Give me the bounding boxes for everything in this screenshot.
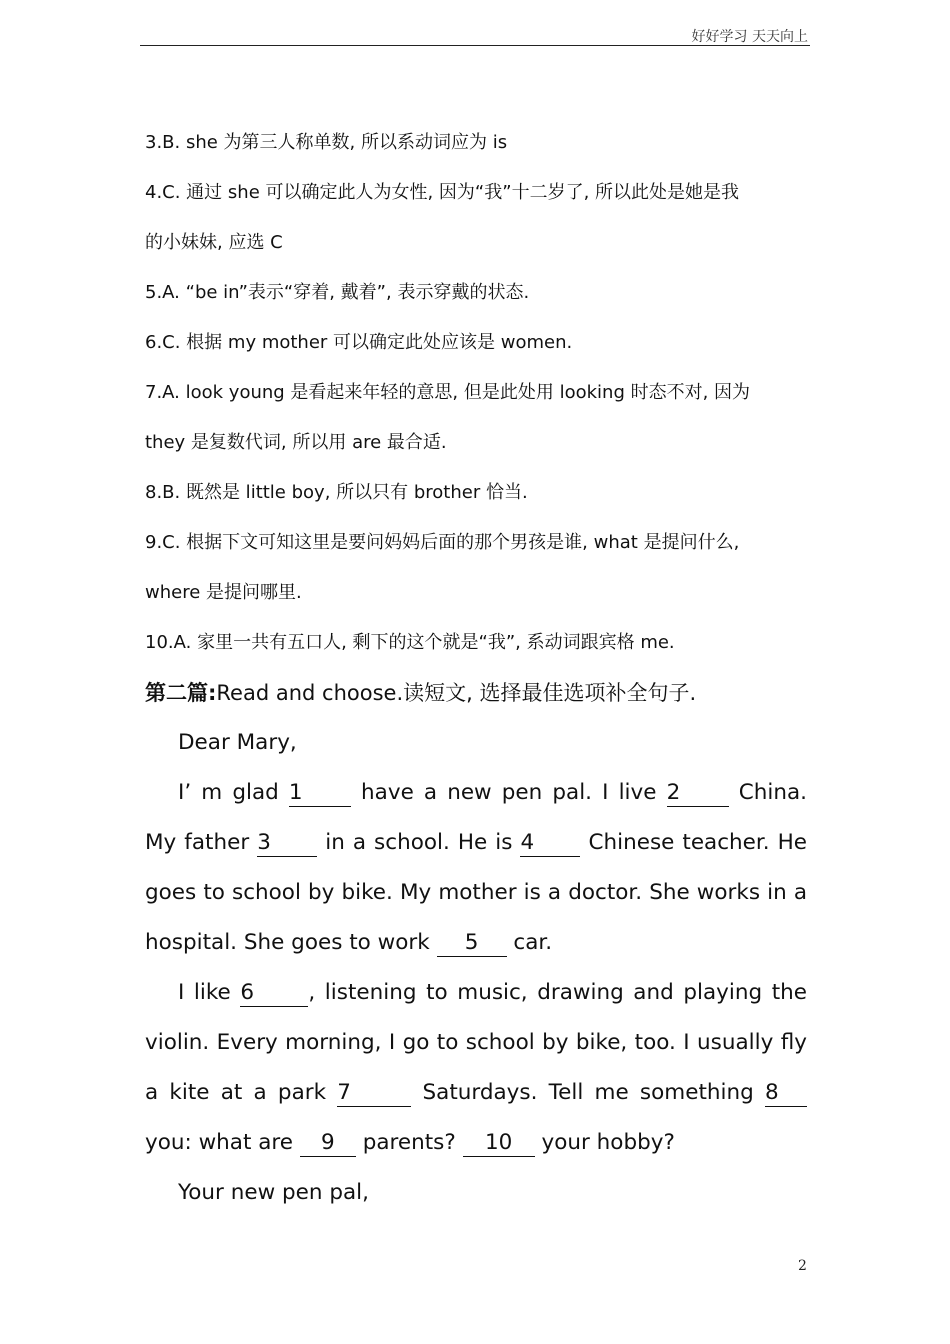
letter-text: parents? [362, 1130, 456, 1155]
blank-2: 2 [667, 782, 729, 807]
blank-6: 6 [240, 982, 308, 1007]
explanation-line: 9.C. 根据下文可知这里是要问妈妈后面的那个男孩是谁, what 是提问什么, [145, 532, 740, 553]
section-title: Read and choose.读短文, 选择最佳选项补全句子. [216, 681, 697, 705]
explanation-line: 4.C. 通过 she 可以确定此人为女性, 因为“我”十二岁了, 所以此处是她是我 [145, 182, 740, 203]
blank-4: 4 [520, 832, 580, 857]
letter-text: hospital. She goes to work [145, 930, 430, 955]
blank-7: 7 [337, 1082, 411, 1107]
explanation-line: where 是提问哪里. [145, 582, 302, 603]
blank-3: 3 [257, 832, 317, 857]
letter-text: a kite at a park [145, 1080, 327, 1105]
letter-text: My father [145, 830, 250, 855]
letter-line: violin. Every morning, I go to school by bike, too. I usually fly [145, 1030, 807, 1055]
blank-1: 1 [289, 782, 351, 807]
explanation-line: 5.A. “be in”表示“穿着, 戴着”, 表示穿戴的状态. [145, 282, 530, 303]
letter-text: Chinese teacher. He [588, 830, 808, 855]
letter-text: China. [738, 780, 807, 805]
explanation-list [145, 118, 807, 668]
explanation-line: 3.B. she 为第三人称单数, 所以系动词应为 is [145, 132, 508, 153]
explanation-line: 的小妹妹, 应选 C [145, 232, 283, 253]
letter-line [145, 818, 807, 868]
letter-text: your hobby? [541, 1130, 675, 1155]
blank-9: 9 [300, 1132, 356, 1157]
explanation-line: 7.A. look young 是看起来年轻的意思, 但是此处用 looking 时态不对, 因为 [145, 382, 751, 403]
letter-text: I like [178, 980, 231, 1005]
letter-line [145, 768, 807, 818]
page-number: 2 [798, 1258, 807, 1274]
explanation-line: 8.B. 既然是 little boy, 所以只有 brother 恰当. [145, 482, 528, 503]
letter-text: you: what are [145, 1130, 294, 1155]
letter-text: I’ m glad [178, 780, 279, 805]
explanation-line: 10.A. 家里一共有五口人, 剩下的这个就是“我”, 系动词跟宾格 me. [145, 632, 675, 653]
letter-text: in a school. He is [325, 830, 513, 855]
page-content [145, 118, 807, 1218]
letter-greeting: Dear Mary, [178, 730, 297, 755]
letter-text: Saturdays. Tell me something [422, 1080, 754, 1105]
letter-line [145, 918, 807, 968]
explanation-line: 6.C. 根据 my mother 可以确定此处应该是 women. [145, 332, 573, 353]
letter-line [145, 1068, 807, 1118]
blank-10: 10 [463, 1132, 535, 1157]
letter-line [145, 968, 807, 1018]
letter-text: , listening to music, drawing and playing the [308, 980, 807, 1005]
section-label: 第二篇: [145, 681, 217, 705]
letter-line [145, 1118, 807, 1168]
letter-closing: Your new pen pal, [178, 1180, 369, 1205]
blank-8: 8 [765, 1082, 807, 1107]
explanation-line: they 是复数代词, 所以用 are 最合适. [145, 432, 447, 453]
letter-text: car. [513, 930, 553, 955]
section-heading [145, 668, 807, 718]
header-rule [140, 45, 810, 46]
letter-passage [145, 718, 807, 1218]
blank-5: 5 [437, 932, 507, 957]
letter-text: have a new pen pal. I live [361, 780, 657, 805]
header-motto: 好好学习 天天向上 [691, 29, 808, 45]
letter-line: goes to school by bike. My mother is a doctor. She works in a [145, 880, 807, 905]
